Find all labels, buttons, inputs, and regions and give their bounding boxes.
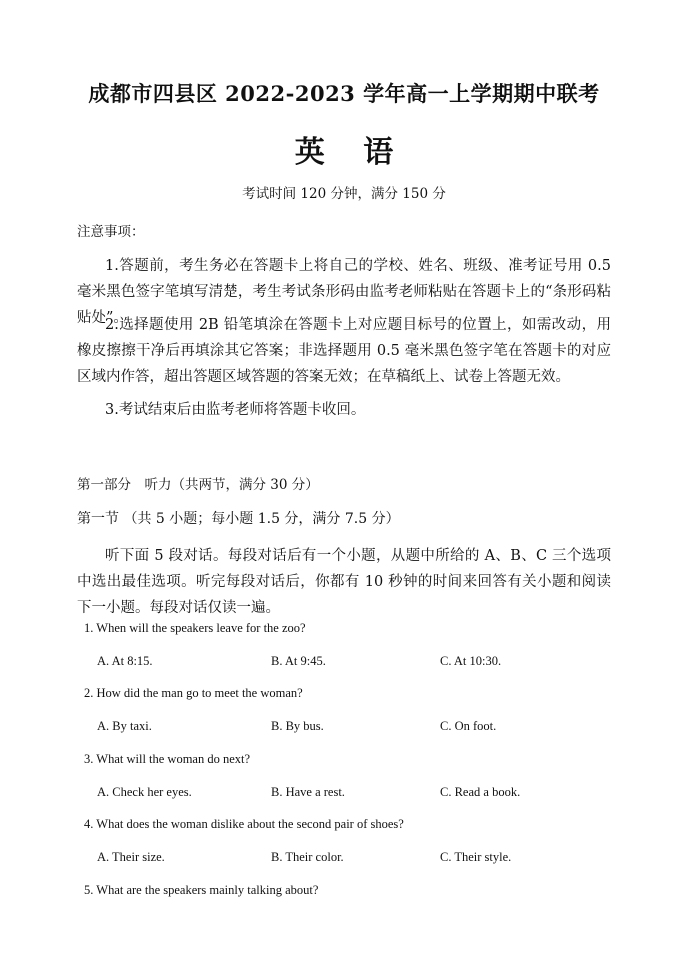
option-b: B. Have a rest. <box>271 785 345 799</box>
question-options <box>0 654 688 672</box>
section-instruction: 听下面 5 段对话。每段对话后有一个小题，从题中所给的 A、B、C 三个选项中选出最佳选项。听完每段对话后，你都有 10 秒钟的时间来回答有关小题和阅读下一小题。每段对话仅读一遍。 <box>77 548 611 616</box>
question-stem: 4. What does the woman dislike about the second pair of shoes? <box>84 817 404 831</box>
question-options <box>0 850 688 868</box>
option-c: C. At 10:30. <box>440 654 502 668</box>
option-a: A. By taxi. <box>97 719 152 733</box>
note-item: 2.选择题使用 2B 铅笔填涂在答题卡上对应题目标号的位置上，如需改动，用橡皮擦擦干净后再填涂其它答案；非选择题用 0.5 毫米黑色签字笔在答题卡的对应区域内作答，超出答题区域答题的答案无效；在草稿纸上、试卷上答题无效。 <box>77 317 611 385</box>
option-b: B. By bus. <box>271 719 324 733</box>
note-item: 3.考试结束后由监考老师将答题卡收回。 <box>105 402 366 418</box>
section-heading: 第一节 （共 5 小题；每小题 1.5 分，满分 7.5 分） <box>77 511 400 527</box>
option-a: A. Check her eyes. <box>97 785 192 799</box>
note-item: 1.答题前，考生务必在答题卡上将自己的学校、姓名、班级、准考证号用 0.5 毫米黑色签字笔填写清楚，考生考试条形码由监考老师粘贴在答题卡上的“条形码粘贴处”。 <box>77 258 611 326</box>
question-stem: 3. What will the woman do next? <box>84 752 251 766</box>
question-stem: 1. When will the speakers leave for the zoo? <box>84 621 306 635</box>
option-c: C. Read a book. <box>440 785 521 799</box>
question-options <box>0 719 688 737</box>
question-stem: 2. How did the man go to meet the woman? <box>84 686 303 700</box>
exam-title: 成都市四县区 2022-2023 学年高一上学期期中联考 <box>88 81 600 106</box>
subject-title: 英 语 <box>294 135 408 170</box>
exam-meta: 考试时间 120 分钟，满分 150 分 <box>242 186 446 202</box>
question-options <box>0 785 688 803</box>
option-c: C. Their style. <box>440 850 512 864</box>
question-stem: 5. What are the speakers mainly talking about? <box>84 883 319 897</box>
option-a: A. At 8:15. <box>97 654 153 668</box>
notes-heading: 注意事项： <box>77 224 145 240</box>
option-a: A. Their size. <box>97 850 165 864</box>
option-b: B. At 9:45. <box>271 654 326 668</box>
option-c: C. On foot. <box>440 719 497 733</box>
option-b: B. Their color. <box>271 850 344 864</box>
part-heading: 第一部分 听力（共两节，满分 30 分） <box>77 477 319 493</box>
